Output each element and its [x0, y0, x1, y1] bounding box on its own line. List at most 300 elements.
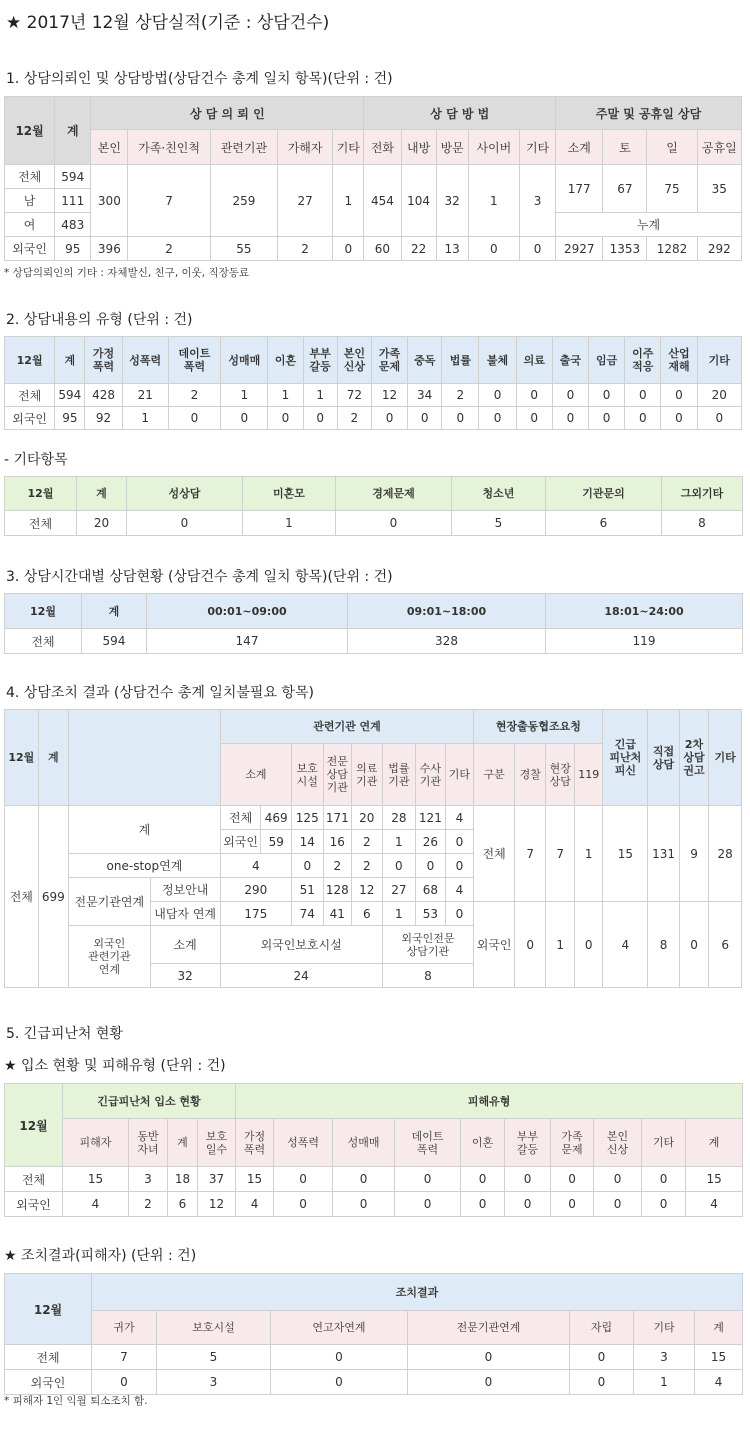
- cell: 0: [442, 407, 479, 430]
- cell: 32: [150, 964, 220, 988]
- cell: 0: [408, 1345, 570, 1370]
- col-header: 경찰: [514, 744, 546, 806]
- cell: 131: [648, 806, 680, 902]
- cell: 0: [395, 1167, 461, 1192]
- col-header: 법률 기관: [382, 744, 416, 806]
- cell: 0: [574, 902, 603, 988]
- col-header: 성상담: [127, 477, 243, 511]
- cell: 0: [371, 407, 407, 430]
- table-row: [5, 384, 742, 407]
- cell: 454: [364, 165, 401, 237]
- cell: 0: [461, 1192, 505, 1217]
- col-header: 18:01~24:00: [546, 594, 743, 629]
- col-header: 공휴일: [697, 130, 741, 165]
- cell: 0: [505, 1192, 551, 1217]
- cell: 0: [271, 1345, 408, 1370]
- cell: 0: [661, 407, 697, 430]
- col-header: 사이버: [468, 130, 519, 165]
- cell: 428: [85, 384, 122, 407]
- cell: 0: [642, 1167, 686, 1192]
- cell: 1: [634, 1370, 695, 1395]
- col-header: 토: [603, 130, 647, 165]
- cell: 95: [55, 407, 85, 430]
- col-header: 보호시설: [157, 1311, 271, 1345]
- cell: 0: [594, 1192, 642, 1217]
- cell: 0: [589, 384, 625, 407]
- cell: 3: [129, 1167, 168, 1192]
- etc-header: 기타: [709, 710, 742, 806]
- row-label: 전체: [5, 511, 77, 536]
- cell: 59: [261, 830, 292, 854]
- cell: 67: [603, 165, 647, 213]
- cell: 4: [220, 854, 291, 878]
- cell: 0: [589, 407, 625, 430]
- col-header: 외국인전문 상담기관: [382, 926, 474, 964]
- cell: 2: [168, 384, 220, 407]
- cell: 0: [92, 1370, 157, 1395]
- cell: 0: [697, 407, 741, 430]
- cell: 2: [128, 237, 210, 261]
- cell: 74: [291, 902, 323, 926]
- col-header: 전문기관연계: [408, 1311, 570, 1345]
- table-row: [5, 1345, 743, 1370]
- cell: 0: [333, 237, 364, 261]
- cell: 6: [546, 511, 662, 536]
- section-1-note: * 상담의뢰인의 기타 : 자체발신, 친구, 이웃, 직장동료: [4, 267, 250, 279]
- section-4-heading: 4. 상담조치 결과 (상담건수 총계 일치불필요 항목): [6, 685, 314, 701]
- col-header: 성매매: [333, 1119, 395, 1167]
- total-header: 계: [55, 97, 91, 165]
- cell: 7: [514, 806, 546, 902]
- cell: 15: [686, 1167, 743, 1192]
- sum-label: 계: [69, 806, 221, 854]
- col-header: 본인 신상: [594, 1119, 642, 1167]
- cell: 12: [371, 384, 407, 407]
- cell: 0: [679, 902, 709, 988]
- col-header: 119: [574, 744, 603, 806]
- cell: 7: [546, 806, 574, 902]
- onestop-label: one-stop연계: [69, 854, 221, 878]
- col-header: 12월: [5, 477, 77, 511]
- col-header: 기타: [445, 744, 474, 806]
- col-header: 기관문의: [546, 477, 662, 511]
- row-label: 외국인: [474, 902, 515, 988]
- section-3-heading: 3. 상담시간대별 상담현황 (상담건수 총계 일치 항목)(단위 : 건): [6, 569, 393, 585]
- cell: 2: [352, 854, 383, 878]
- cell: 1: [382, 902, 416, 926]
- col-header: 불체: [479, 337, 516, 384]
- cell: 92: [85, 407, 122, 430]
- cell: 1: [303, 384, 337, 407]
- col-header: 보호 일수: [198, 1119, 236, 1167]
- emergency-shelter-header: 긴급 피난처 피신: [603, 710, 648, 806]
- col-header: 가족·친인척: [128, 130, 210, 165]
- row-label: 전체: [5, 1345, 92, 1370]
- time-slot-table: [4, 593, 743, 654]
- cell: 4: [236, 1192, 274, 1217]
- cell: 72: [337, 384, 371, 407]
- col-header: 본인: [91, 130, 128, 165]
- col-header: 내방: [401, 130, 436, 165]
- cell: 290: [220, 878, 291, 902]
- cell: 0: [333, 1192, 395, 1217]
- consult-type-table: [4, 336, 742, 430]
- col-header: 현장 상담: [546, 744, 574, 806]
- cell: 7: [128, 165, 210, 237]
- cell: 60: [364, 237, 401, 261]
- table-row: [5, 629, 743, 654]
- cell: 0: [625, 384, 661, 407]
- col-header: 계: [695, 1311, 743, 1345]
- shelter-status-table: [4, 1083, 743, 1217]
- cell: 0: [268, 407, 303, 430]
- col-header: 12월: [5, 594, 82, 629]
- cell: 0: [274, 1192, 333, 1217]
- row-label: 전체: [5, 165, 55, 189]
- cell: 0: [303, 407, 337, 430]
- cell: 4: [603, 902, 648, 988]
- col-header: 성폭력: [274, 1119, 333, 1167]
- table-row: [5, 1370, 743, 1395]
- cell: 1: [574, 806, 603, 902]
- month-header: 12월: [5, 97, 55, 165]
- cell: 128: [323, 878, 351, 902]
- cell: 0: [570, 1345, 634, 1370]
- cell: 68: [416, 878, 446, 902]
- cell: 0: [642, 1192, 686, 1217]
- cell: 594: [55, 165, 91, 189]
- col-header: 계: [82, 594, 147, 629]
- cell: 111: [55, 189, 91, 213]
- cell: 20: [77, 511, 127, 536]
- cell: 9: [679, 806, 709, 902]
- cell: 1: [468, 165, 519, 237]
- section-1-heading: 1. 상담의뢰인 및 상담방법(상담건수 총계 일치 항목)(단위 : 건): [6, 71, 393, 87]
- row-label: 전체: [474, 806, 515, 902]
- cell: 147: [147, 629, 348, 654]
- direct-consult-header: 직접 상담: [648, 710, 680, 806]
- col-header: 09:01~18:00: [348, 594, 546, 629]
- cumulative-label: 누계: [556, 213, 742, 237]
- cell: 26: [416, 830, 446, 854]
- cell: 55: [210, 237, 277, 261]
- col-header: 연고자연계: [271, 1311, 408, 1345]
- col-header: 본인 신상: [337, 337, 371, 384]
- col-header: 의료: [516, 337, 552, 384]
- cell: 3: [519, 165, 555, 237]
- client-group-header: 상 담 의 뢰 인: [91, 97, 364, 130]
- cell: 15: [695, 1345, 743, 1370]
- month-header: 12월: [5, 1274, 92, 1345]
- col-header: 청소년: [452, 477, 546, 511]
- cell: 27: [382, 878, 416, 902]
- col-header: 기타: [642, 1119, 686, 1167]
- col-header: 소계: [556, 130, 603, 165]
- col-header: 법률: [442, 337, 479, 384]
- cell: 3: [157, 1370, 271, 1395]
- cell: 5: [452, 511, 546, 536]
- month-header: 12월: [5, 1084, 63, 1167]
- field-group-header: 현장출동협조요청: [474, 710, 603, 744]
- col-header: 계: [168, 1119, 198, 1167]
- col-header: 가족 문제: [371, 337, 407, 384]
- cell: 0: [516, 384, 552, 407]
- cell: 16: [323, 830, 351, 854]
- col-header: 가해자: [278, 130, 333, 165]
- cell: 1: [382, 830, 416, 854]
- cell: 2: [323, 854, 351, 878]
- cell: 1: [243, 511, 336, 536]
- row-label: 전체: [5, 806, 39, 988]
- col-header: 소계: [220, 744, 291, 806]
- blank-header: [69, 710, 221, 806]
- cell: 0: [445, 830, 474, 854]
- cell: 0: [479, 407, 516, 430]
- weekend-group-header: 주말 및 공휴일 상담: [556, 97, 742, 130]
- cell: 4: [695, 1370, 743, 1395]
- cell: 259: [210, 165, 277, 237]
- result-group-header: 조치결과: [92, 1274, 743, 1311]
- col-header: 가족 문제: [551, 1119, 594, 1167]
- cell: 2: [337, 407, 371, 430]
- col-header: 성매매: [221, 337, 268, 384]
- other-items-table: [4, 476, 743, 536]
- col-header: 외국인보호시설: [220, 926, 382, 964]
- cell: 13: [436, 237, 468, 261]
- row-label: 여: [5, 213, 55, 237]
- col-header: 부부 갈등: [303, 337, 337, 384]
- cell: 121: [416, 806, 446, 830]
- row-label: 전체: [5, 384, 55, 407]
- table-row: [5, 1167, 743, 1192]
- col-header: 임금: [589, 337, 625, 384]
- cell: 396: [91, 237, 128, 261]
- cell: 0: [551, 1192, 594, 1217]
- row-label: 외국인: [5, 1370, 92, 1395]
- col-header: 출국: [552, 337, 588, 384]
- cell: 28: [382, 806, 416, 830]
- cell: 0: [333, 1167, 395, 1192]
- col-header: 가정 폭력: [85, 337, 122, 384]
- cell: 0: [416, 854, 446, 878]
- row-label: 외국인: [5, 1192, 63, 1217]
- cell: 0: [479, 384, 516, 407]
- sub-label: 전체: [220, 806, 261, 830]
- cell: 51: [291, 878, 323, 902]
- cell: 12: [352, 878, 383, 902]
- cell: 21: [122, 384, 168, 407]
- cell: 0: [570, 1370, 634, 1395]
- cell: 0: [408, 407, 442, 430]
- method-group-header: 상 담 방 법: [364, 97, 556, 130]
- col-header: 데이트 폭력: [395, 1119, 461, 1167]
- cell: 0: [519, 237, 555, 261]
- cell: 594: [82, 629, 147, 654]
- foreign-agency-label: 외국인 관련기관 연계: [69, 926, 150, 988]
- cell: 0: [168, 407, 220, 430]
- cell: 0: [468, 237, 519, 261]
- cell: 2: [129, 1192, 168, 1217]
- other-items-heading: - 기타항목: [4, 452, 68, 468]
- cell: 20: [697, 384, 741, 407]
- action-victim-table: [4, 1273, 743, 1395]
- cell: 1: [546, 902, 574, 988]
- cell: 0: [127, 511, 243, 536]
- col-header: 그외기타: [662, 477, 743, 511]
- cell: 4: [686, 1192, 743, 1217]
- type-header-row: [5, 337, 742, 384]
- cell: 0: [551, 1167, 594, 1192]
- action-result-table: [4, 709, 742, 988]
- cell: 0: [514, 902, 546, 988]
- cell: 0: [274, 1167, 333, 1192]
- col-header: 소계: [150, 926, 220, 964]
- cell: 483: [55, 213, 91, 237]
- damage-group-header: 피해유형: [236, 1084, 743, 1119]
- col-header: 의료 기관: [352, 744, 383, 806]
- cell: 0: [445, 854, 474, 878]
- col-header: 산업 재해: [661, 337, 697, 384]
- cell: 27: [278, 165, 333, 237]
- cell: 1: [333, 165, 364, 237]
- col-header: 일: [647, 130, 697, 165]
- col-header: 성폭력: [122, 337, 168, 384]
- col-header: 계: [686, 1119, 743, 1167]
- col-header: 자립: [570, 1311, 634, 1345]
- cell: 2: [442, 384, 479, 407]
- col-header: 이혼: [268, 337, 303, 384]
- row-label: 전체: [5, 629, 82, 654]
- cell: 2: [278, 237, 333, 261]
- col-header: 경제문제: [336, 477, 452, 511]
- col-header: 전문 상담 기관: [323, 744, 351, 806]
- cell: 15: [603, 806, 648, 902]
- cell: 20: [352, 806, 383, 830]
- table-row: [5, 407, 742, 430]
- row-label: 외국인: [5, 237, 55, 261]
- section-2-heading: 2. 상담내용의 유형 (단위 : 건): [6, 312, 193, 328]
- section-6-note: * 피해자 1인 익월 퇴소조치 함.: [4, 1395, 148, 1407]
- cell: 15: [63, 1167, 129, 1192]
- cell: 41: [323, 902, 351, 926]
- cell: 0: [505, 1167, 551, 1192]
- info-label: 정보안내: [150, 878, 220, 902]
- cell: 328: [348, 629, 546, 654]
- cell: 8: [648, 902, 680, 988]
- cell: 15: [236, 1167, 274, 1192]
- cell: 175: [220, 902, 291, 926]
- cell: 0: [271, 1370, 408, 1395]
- cell: 300: [91, 165, 128, 237]
- cell: 22: [401, 237, 436, 261]
- col-header: 전화: [364, 130, 401, 165]
- cell: 2: [352, 830, 383, 854]
- row-label: 전체: [5, 1167, 63, 1192]
- cell: 0: [408, 1370, 570, 1395]
- cell: 7: [92, 1345, 157, 1370]
- col-header: 귀가: [92, 1311, 157, 1345]
- cell: 0: [594, 1167, 642, 1192]
- cell: 0: [552, 384, 588, 407]
- cell: 1: [221, 384, 268, 407]
- cell: 292: [697, 237, 741, 261]
- cell: 171: [323, 806, 351, 830]
- table-row: [5, 1192, 743, 1217]
- cell: 6: [352, 902, 383, 926]
- cell: 53: [416, 902, 446, 926]
- cell: 28: [709, 806, 742, 902]
- cell: 6: [709, 902, 742, 988]
- cell: 469: [261, 806, 292, 830]
- cell: 5: [157, 1345, 271, 1370]
- cell: 34: [408, 384, 442, 407]
- cell: 95: [55, 237, 91, 261]
- col-header: 방문: [436, 130, 468, 165]
- agency-group-header: 관련기관 연계: [220, 710, 473, 744]
- cell: 1353: [603, 237, 647, 261]
- cell: 594: [55, 384, 85, 407]
- entry-group-header: 긴급피난처 입소 현황: [63, 1084, 236, 1119]
- col-header: 12월: [5, 337, 55, 384]
- row-label: 외국인: [5, 407, 55, 430]
- sub-label: 외국인: [220, 830, 261, 854]
- cell: 4: [445, 878, 474, 902]
- col-header: 동반 자녀: [129, 1119, 168, 1167]
- cell: 32: [436, 165, 468, 237]
- cell: 0: [445, 902, 474, 926]
- col-header: 수사 기관: [416, 744, 446, 806]
- cell: 6: [168, 1192, 198, 1217]
- cell: 8: [382, 964, 474, 988]
- cell: 4: [445, 806, 474, 830]
- cell: 699: [38, 806, 69, 988]
- shelter-subheading: ★ 입소 현황 및 피해유형 (단위 : 건): [4, 1058, 226, 1074]
- col-header: 이주 적응: [625, 337, 661, 384]
- client-link-label: 내담자 연계: [150, 902, 220, 926]
- col-header: 부부 갈등: [505, 1119, 551, 1167]
- col-header: 계: [77, 477, 127, 511]
- action-victim-heading: ★ 조치결과(피해자) (단위 : 건): [4, 1248, 197, 1264]
- month-header: 12월: [5, 710, 39, 806]
- col-header: 피해자: [63, 1119, 129, 1167]
- col-header: 관련기관: [210, 130, 277, 165]
- cell: 0: [291, 854, 323, 878]
- cell: 0: [221, 407, 268, 430]
- expert-agency-label: 전문기관연계: [69, 878, 150, 926]
- row-label: 남: [5, 189, 55, 213]
- col-header: 기타: [519, 130, 555, 165]
- cell: 0: [395, 1192, 461, 1217]
- cell: 12: [198, 1192, 236, 1217]
- col-header: 기타: [333, 130, 364, 165]
- cell: 35: [697, 165, 741, 213]
- cell: 1282: [647, 237, 697, 261]
- total-header: 계: [38, 710, 69, 806]
- second-consult-header: 2차 상담 권고: [679, 710, 709, 806]
- cell: 2927: [556, 237, 603, 261]
- col-header: 계: [55, 337, 85, 384]
- table-row: [5, 511, 743, 536]
- cell: 0: [552, 407, 588, 430]
- cell: 104: [401, 165, 436, 237]
- col-header: 데이트 폭력: [168, 337, 220, 384]
- cell: 0: [516, 407, 552, 430]
- col-header: 기타: [634, 1311, 695, 1345]
- col-header: 미혼모: [243, 477, 336, 511]
- col-header: 00:01~09:00: [147, 594, 348, 629]
- cell: 75: [647, 165, 697, 213]
- cell: 119: [546, 629, 743, 654]
